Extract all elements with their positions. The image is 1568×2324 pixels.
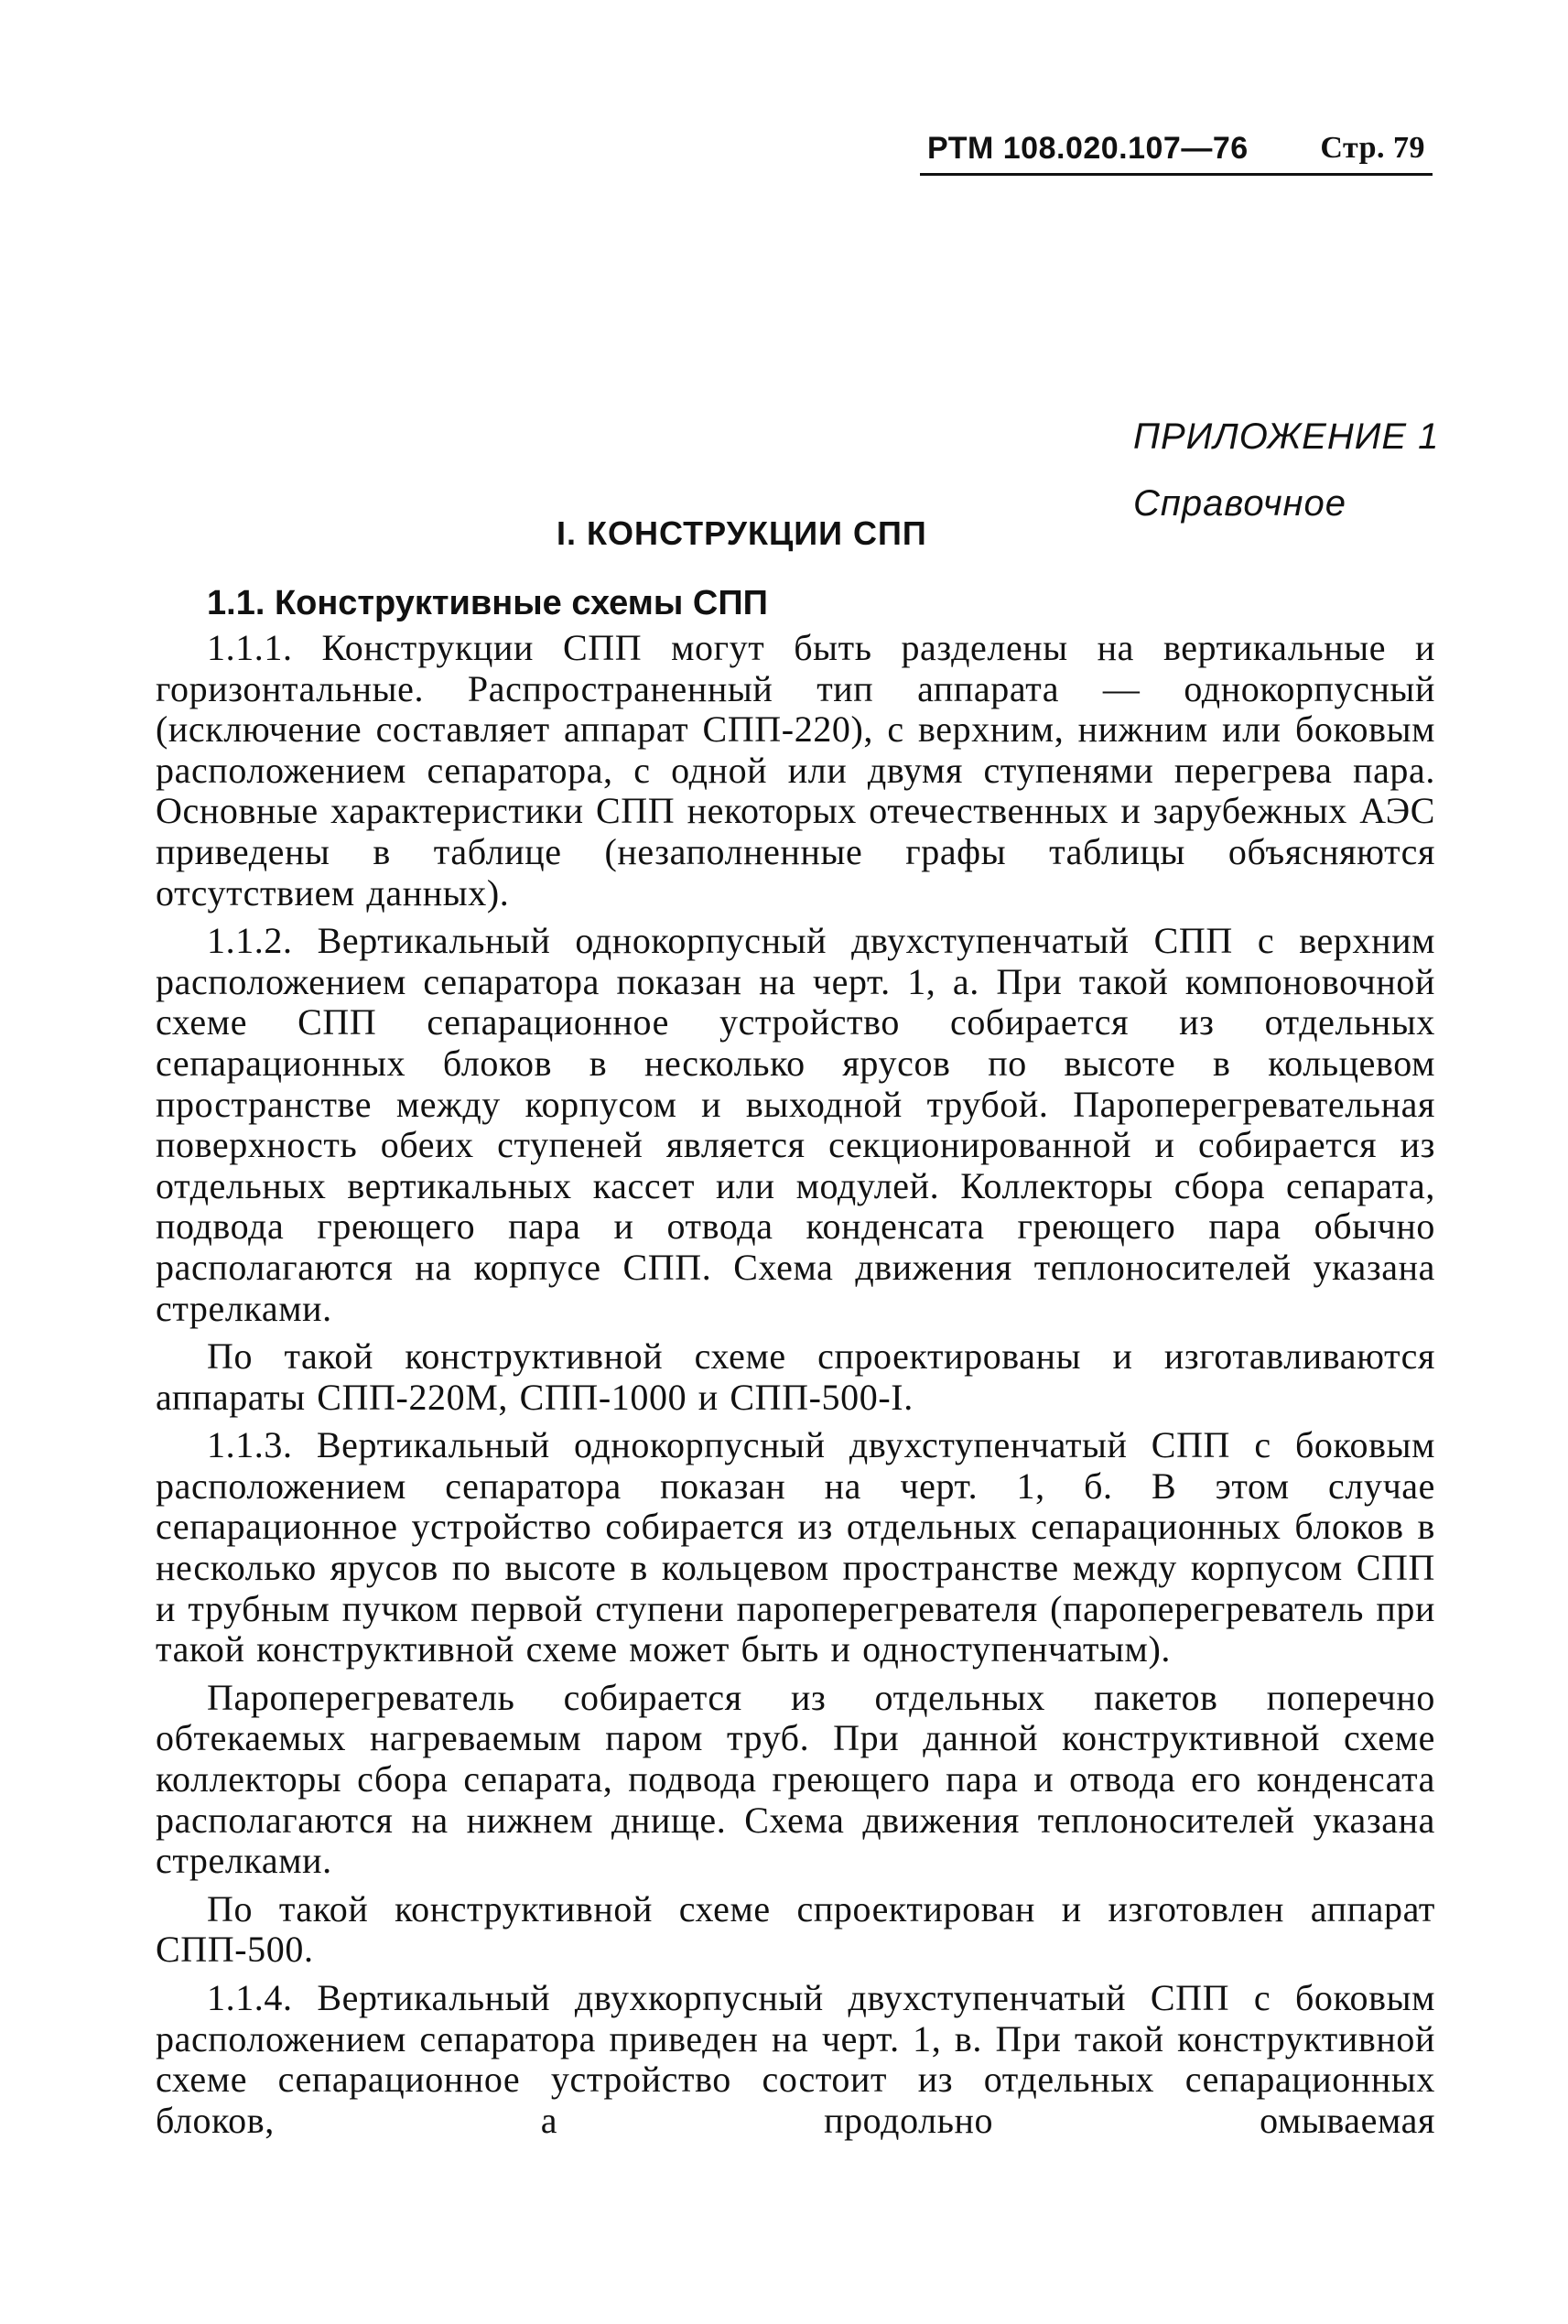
paragraph-1-1-3-end: По такой конструктивной схеме спроектирован и изготовлен аппарат СПП-500.	[156, 1887, 1435, 1971]
paragraph-1-1-3-cont: Пароперегреватель собирается из отдельных пакетов поперечно обтекаемых нагреваемым паром труб. При данной конструктивной схеме коллекторы сбора сепарата, подвода греющего пара и отвода его конденсата располагаются на нижнем днище. Схема движения теплоносителей указана стрелками.	[156, 1676, 1435, 1882]
appendix-label: ПРИЛОЖЕНИЕ 1	[1133, 416, 1440, 457]
page-number: Стр. 79	[1320, 131, 1425, 165]
paragraph-1-1-4: 1.1.4. Вертикальный двухкорпусный двухступенчатый СПП с боковым расположением сепаратора приведен на черт. 1, в. При такой конструктивной схеме сепарационное устройство состоит из отдельных сепарационных блоков, а продольно омываемая	[156, 1977, 1435, 2141]
document-code: РТМ 108.020.107—76	[927, 131, 1249, 166]
paragraph-1-1-1: 1.1.1. Конструкции СПП могут быть разделены на вертикальные и горизонтальные. Распространенный тип аппарата — однокорпусный (исключение составляет аппарат СПП-220), с верхним, нижним или боковым расположением сепаратора, с одной или двумя ступенями перегрева пара. Основные характеристики СПП некоторых отечественных и зарубежных АЭС приведены в таблице (незаполненные графы таблицы объясняются отсутствием данных).	[156, 627, 1435, 913]
page-header	[920, 124, 1433, 176]
appendix-type: Справочное	[1133, 483, 1347, 524]
paragraph-1-1-2: 1.1.2. Вертикальный однокорпусный двухступенчатый СПП с верхним расположением сепаратора показан на черт. 1, а. При такой компоновочной схеме СПП сепарационное устройство собирается из отдельных сепарационных блоков в несколько ярусов по высоте в кольцевом пространстве между корпусом и выходной трубой. Пароперегревательная поверхность обеих ступеней является секционированной и собирается из отдельных вертикальных кассет или модулей. Коллекторы сбора сепарата, подвода греющего пара и отвода конденсата греющего пара обычно располагаются на корпусе СПП. Схема движения теплоносителей указана стрелками.	[156, 920, 1435, 1329]
subsection-title: 1.1. Конструктивные схемы СПП	[207, 584, 768, 622]
body-text	[156, 628, 1435, 2148]
paragraph-1-1-2-cont: По такой конструктивной схеме спроектированы и изготавливаются аппараты СПП-220М, СПП-1000 и СПП-500-I.	[156, 1335, 1435, 1418]
paragraph-1-1-3: 1.1.3. Вертикальный однокорпусный двухступенчатый СПП с боковым расположением сепаратора показан на черт. 1, б. В этом случае сепарационное устройство собирается из отдельных сепарационных блоков в несколько ярусов по высоте в кольцевом пространстве между корпусом СПП и трубным пучком первой ступени пароперегревателя (пароперегреватель при такой конструктивной схеме может быть и одноступенчатым).	[156, 1424, 1435, 1670]
section-title: I. КОНСТРУКЦИИ СПП	[557, 514, 927, 552]
